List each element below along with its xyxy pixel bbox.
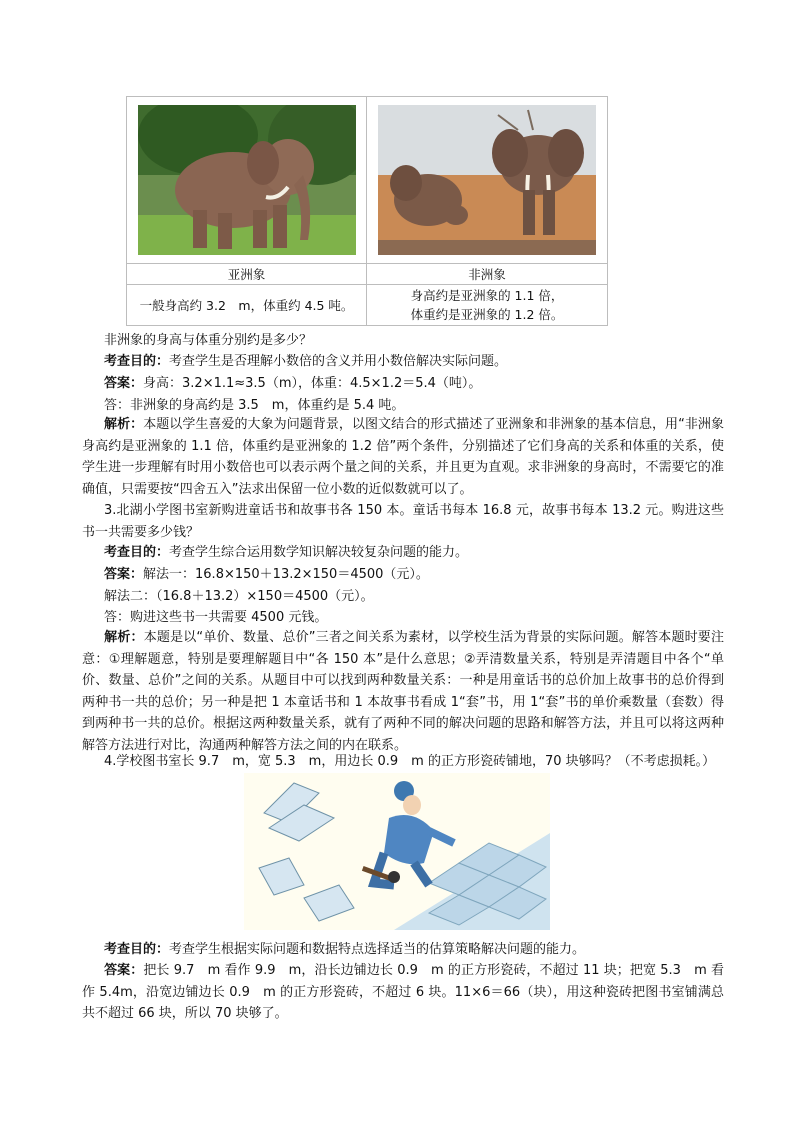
african-elephant-label: 非洲象 (367, 264, 608, 285)
q4-question: 4.学校图书室长 9.7 m，宽 5.3 m，用边长 0.9 m 的正方形瓷砖铺地，70 块够吗？（不考虑损耗。） (104, 754, 716, 769)
q4-answer (82, 960, 724, 1025)
q3-answer-text: 解法一：16.8×150＋13.2×150＝4500（元）。 (143, 567, 429, 582)
asian-elephant-image-cell (127, 97, 367, 264)
q2-answer-label: 答案： (104, 376, 144, 391)
q4-goal-text: 考查学生根据实际问题和数据特点选择适当的估算策略解决问题的能力。 (169, 942, 586, 957)
asian-elephant-photo (138, 105, 356, 255)
african-height-ratio: 身高约是亚洲象的 1.1 倍， (410, 288, 564, 303)
elephant-table (126, 96, 608, 326)
q2-goal-text: 考查学生是否理解小数倍的含义并用小数倍解决实际问题。 (169, 354, 508, 369)
african-weight-ratio: 体重约是亚洲象的 1.2 倍。 (410, 307, 564, 322)
asian-elephant-label: 亚洲象 (127, 264, 367, 285)
q2-reply: 答：非洲象的身高约是 3.5 m，体重约是 5.4 吨。 (104, 398, 405, 413)
q2-question: 非洲象的身高与体重分别约是多少？ (104, 333, 313, 348)
q3-analysis-label: 解析： (104, 630, 144, 645)
q3-question (82, 500, 724, 543)
asian-elephant-info: 一般身高约 3.2 m，体重约 4.5 吨。 (127, 285, 367, 326)
q3-answer (104, 565, 724, 584)
q3-goal-label: 考查目的： (104, 545, 170, 560)
q4-answer-text: 把长 9.7 m 看作 9.9 m，沿长边铺边长 0.9 m 的正方形瓷砖，不超过 11 块；把宽 5.3 m 看作 5.4m，沿宽边铺边长 0.9 m 的正方形瓷砖，不超过 6 块。11×6＝66（块），用这种瓷砖把图书室铺满总共不超过 66 块，所以 70 块够了。 (82, 963, 724, 1021)
q2-answer (104, 374, 724, 393)
q3-answer-2: 解法二：（16.8＋13.2）×150＝4500（元）。 (104, 589, 374, 604)
q2-answer-text: 身高：3.2×1.1≈3.5（m），体重：4.5×1.2＝5.4（吨）。 (143, 376, 482, 391)
q2-goal (104, 352, 724, 371)
worker-laying-tiles-drawing (244, 773, 550, 930)
q3-answer-label: 答案： (104, 567, 144, 582)
q2-goal-label: 考查目的： (104, 354, 170, 369)
q3-goal-text: 考查学生综合运用数学知识解决较复杂问题的能力。 (169, 545, 469, 560)
q3-goal (104, 543, 724, 562)
african-elephant-photo (378, 105, 596, 255)
q4-goal (104, 940, 724, 959)
worker-tiling-illustration (244, 773, 550, 930)
q4-goal-label: 考查目的： (104, 942, 170, 957)
q3-analysis (82, 627, 724, 756)
african-elephant-image-cell (367, 97, 608, 264)
q3-reply: 答：购进这些书一共需要 4500 元钱。 (104, 610, 328, 625)
q2-analysis-label: 解析： (104, 417, 144, 432)
q3-question-text: 3.北湖小学图书室新购进童话书和故事书各 150 本。童话书每本 16.8 元，故事书每本 13.2 元。购进这些书一共需要多少钱？ (82, 503, 724, 540)
q3-analysis-text: 本题是以“单价、数量、总价”三者之间关系为素材，以学校生活为背景的实际问题。解答本题时要注意：①理解题意，特别是要理解题目中“各 150 本”是什么意思；②弄清数量关系，特别是弄清题目中各个“单价、数量、总价”之间的关系。从题目中可以找到两种数量关系：一种是用童话书的总价加上故事书的总价得到两种书一共的总价；另一种是把 1 本童话书和 1 本故事书看成 1“套”书，用 1“套”书的单价乘数量（套数）得到两种书一共的总价。根据这两种数量关系，就有了两种不同的解决问题的思路和解答方法，并且可以将这两种解答方法进行对比，沟通两种解答方法之间的内在联系。 (82, 630, 724, 753)
q2-analysis (82, 414, 724, 500)
q2-analysis-text: 本题以学生喜爱的大象为问题背景，以图文结合的形式描述了亚洲象和非洲象的基本信息，用“非洲象身高约是亚洲象的 1.1 倍，体重约是亚洲象的 1.2 倍”两个条件，分别描述了它们身高的关系和体重的关系，使学生进一步理解有时用小数倍也可以表示两个量之间的关系，并且更为直观。求非洲象的身高时，不需要它的准确值，只需要按“四舍五入”法求出保留一位小数的近似数就可以了。 (82, 417, 724, 497)
african-elephant-info (367, 285, 608, 326)
q4-answer-label: 答案： (104, 963, 144, 978)
